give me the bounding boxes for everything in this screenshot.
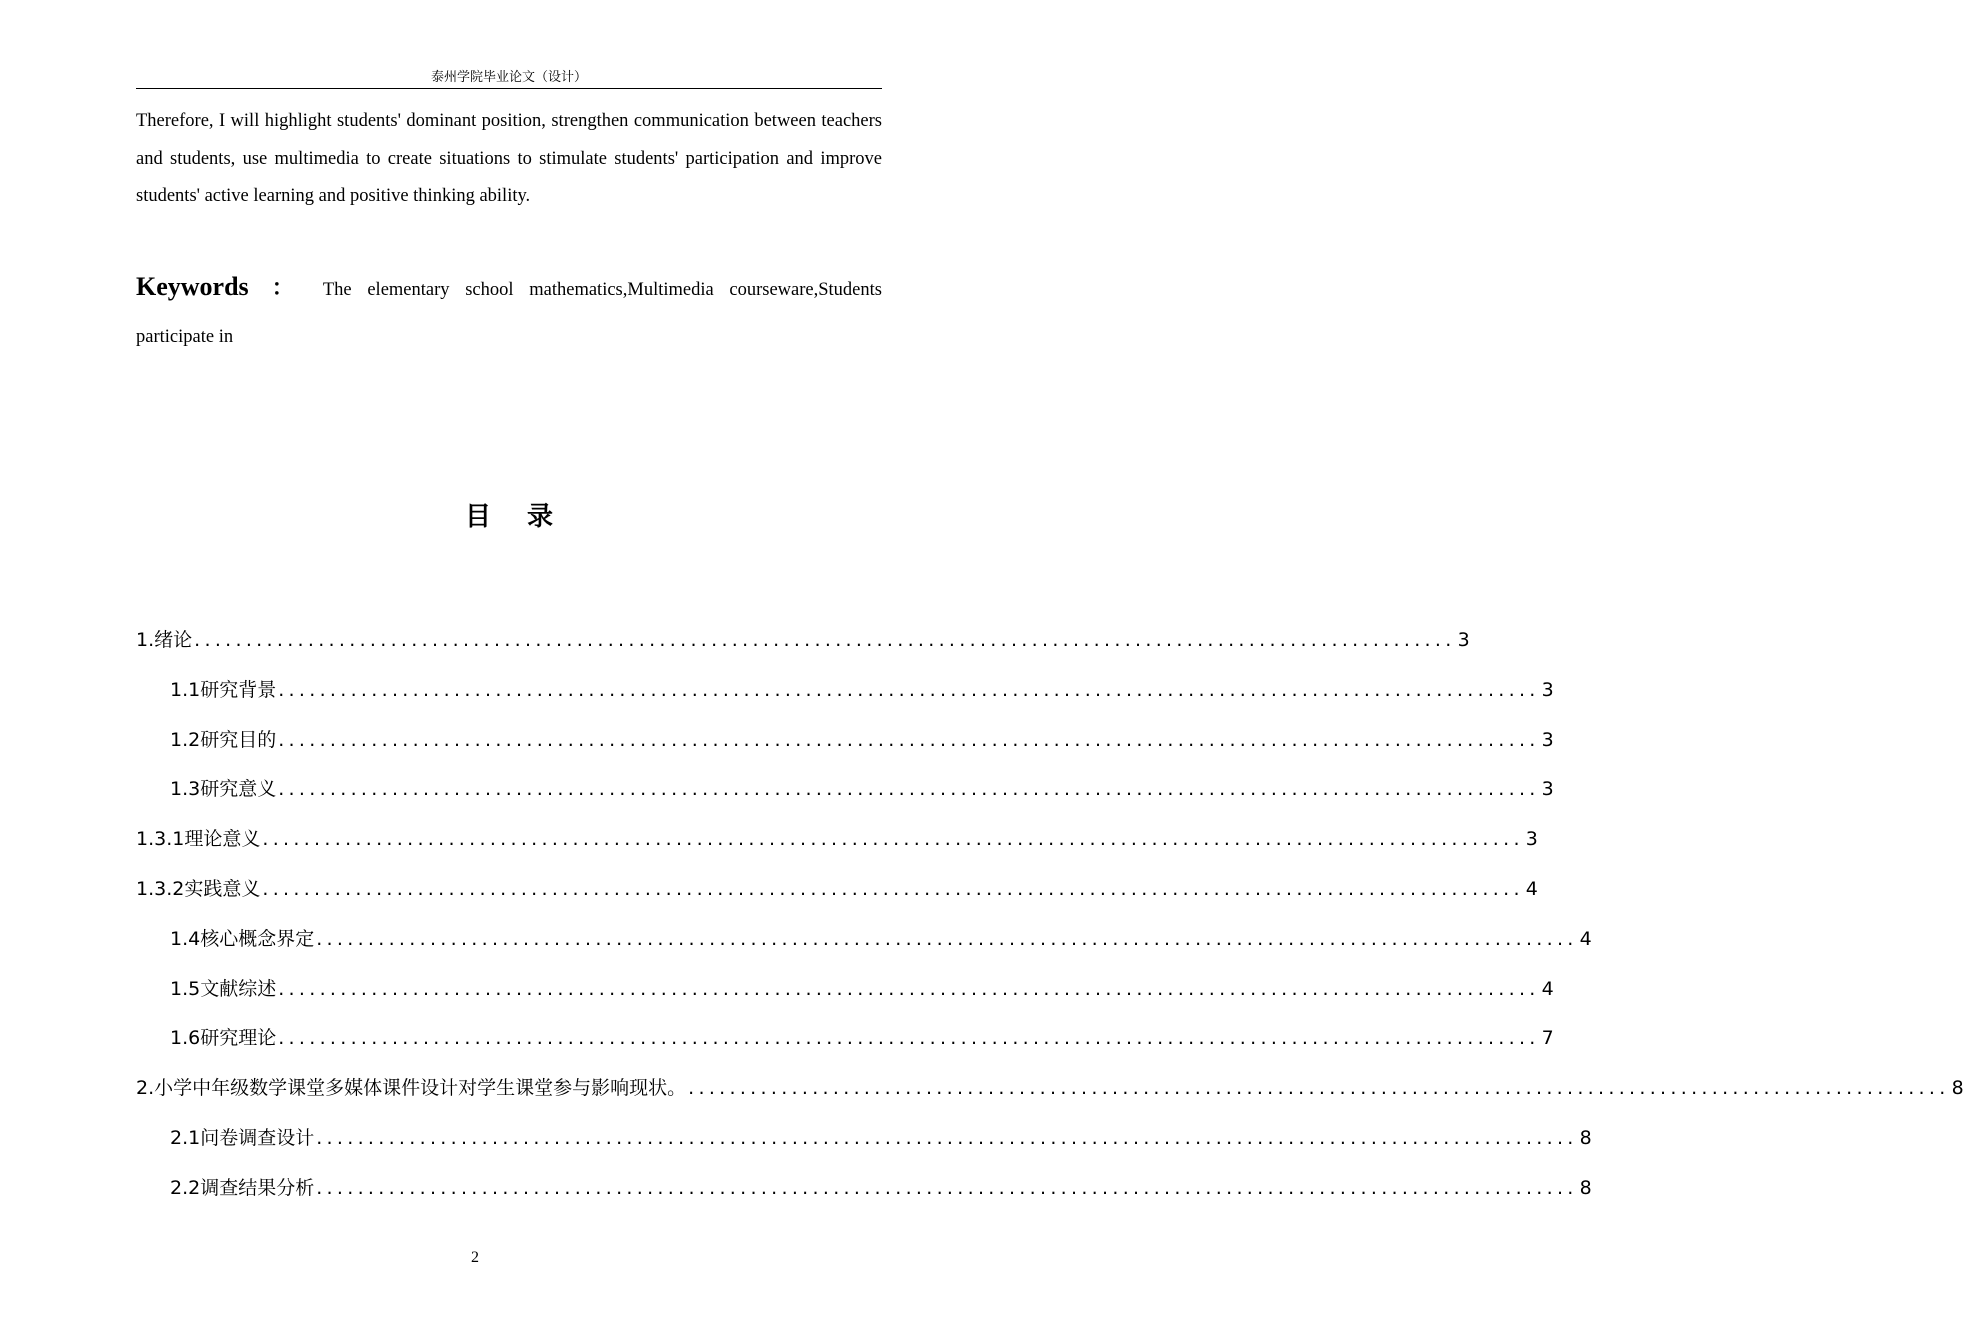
- table-of-contents: [136, 622, 1964, 1220]
- toc-entry[interactable]: [136, 722, 1554, 772]
- toc-entry-label: 1.4核心概念界定: [170, 927, 315, 950]
- toc-entry-page: 3: [1457, 629, 1470, 651]
- toc-entry-label: 2.1问卷调查设计: [170, 1126, 315, 1149]
- toc-entry-page: 7: [1541, 1027, 1554, 1050]
- toc-leader-dots: ..........................................................................................................................: [262, 828, 1524, 851]
- toc-entry-page: 4: [1525, 877, 1538, 900]
- page-number: 2: [471, 1249, 479, 1266]
- running-header: 泰州学院毕业论文（设计）: [136, 66, 882, 89]
- toc-leader-dots: ..........................................................................................................................: [262, 877, 1524, 900]
- toc-title: 目录: [464, 502, 589, 532]
- abstract-paragraph: Therefore, I will highlight students' dominant position, strengthen communication between teachers and students, use multimedia to create situations to stimulate students' participation and improve students' active learning and positive thinking ability.: [136, 111, 882, 206]
- toc-entry-label: 1.5文献综述: [170, 977, 277, 1000]
- toc-entry-label: 1.绪论: [136, 629, 193, 651]
- toc-leader-dots: ..........................................................................................................................: [316, 1176, 1578, 1199]
- toc-entry-label: 1.3.2实践意义: [136, 877, 261, 900]
- toc-entry-page: 4: [1579, 927, 1592, 950]
- toc-entry[interactable]: [136, 1020, 1554, 1070]
- toc-entry[interactable]: [136, 1120, 1592, 1170]
- toc-entry[interactable]: [136, 821, 1538, 871]
- toc-entry-label: 1.2研究目的: [170, 728, 277, 751]
- toc-entry[interactable]: [136, 622, 1470, 672]
- toc-entry-label: 1.3研究意义: [170, 778, 277, 801]
- toc-entry[interactable]: [136, 871, 1538, 921]
- toc-leader-dots: ..........................................................................................................................: [278, 678, 1540, 701]
- keywords-label: Keywords: [136, 272, 249, 301]
- toc-entry[interactable]: [136, 672, 1554, 722]
- toc-leader-dots: ..........................................................................................................................: [688, 1077, 1950, 1100]
- toc-leader-dots: ..........................................................................................................................: [278, 977, 1540, 1000]
- toc-entry-label: 1.1研究背景: [170, 678, 277, 701]
- toc-entry-page: 3: [1525, 828, 1538, 851]
- keywords-line: [136, 263, 882, 361]
- keywords-text: The elementary school mathematics,Multimedia courseware,Students participate in: [136, 280, 882, 347]
- toc-entry-page: 3: [1541, 778, 1554, 801]
- toc-leader-dots: ..........................................................................................................................: [316, 927, 1578, 950]
- toc-leader-dots: ..........................................................................................................................: [278, 778, 1540, 801]
- keywords-colon: ：: [260, 275, 305, 300]
- toc-entry-page: 4: [1541, 977, 1554, 1000]
- toc-leader-dots: ..........................................................................................................................: [278, 728, 1540, 751]
- toc-entry[interactable]: [136, 971, 1554, 1021]
- toc-entry-page: 8: [1579, 1126, 1592, 1149]
- toc-entry-page: 8: [1579, 1176, 1592, 1199]
- toc-entry[interactable]: [136, 1070, 1964, 1120]
- toc-entry[interactable]: [136, 1170, 1592, 1220]
- toc-entry-label: 1.6研究理论: [170, 1027, 277, 1050]
- toc-entry-label: 1.3.1理论意义: [136, 828, 261, 851]
- toc-entry[interactable]: [136, 771, 1554, 821]
- toc-entry[interactable]: [136, 921, 1592, 971]
- toc-entry-page: 8: [1951, 1077, 1964, 1100]
- toc-leader-dots: ..........................................................................................................................: [278, 1027, 1540, 1050]
- toc-entry-label: 2.小学中年级数学课堂多媒体课件设计对学生课堂参与影响现状。: [136, 1077, 687, 1100]
- toc-entry-label: 2.2调查结果分析: [170, 1176, 315, 1199]
- toc-entry-page: 3: [1541, 728, 1554, 751]
- toc-leader-dots: ..........................................................................................................................: [316, 1126, 1578, 1149]
- toc-entry-page: 3: [1541, 678, 1554, 701]
- toc-leader-dots: ..........................................................................................................................: [194, 629, 1456, 651]
